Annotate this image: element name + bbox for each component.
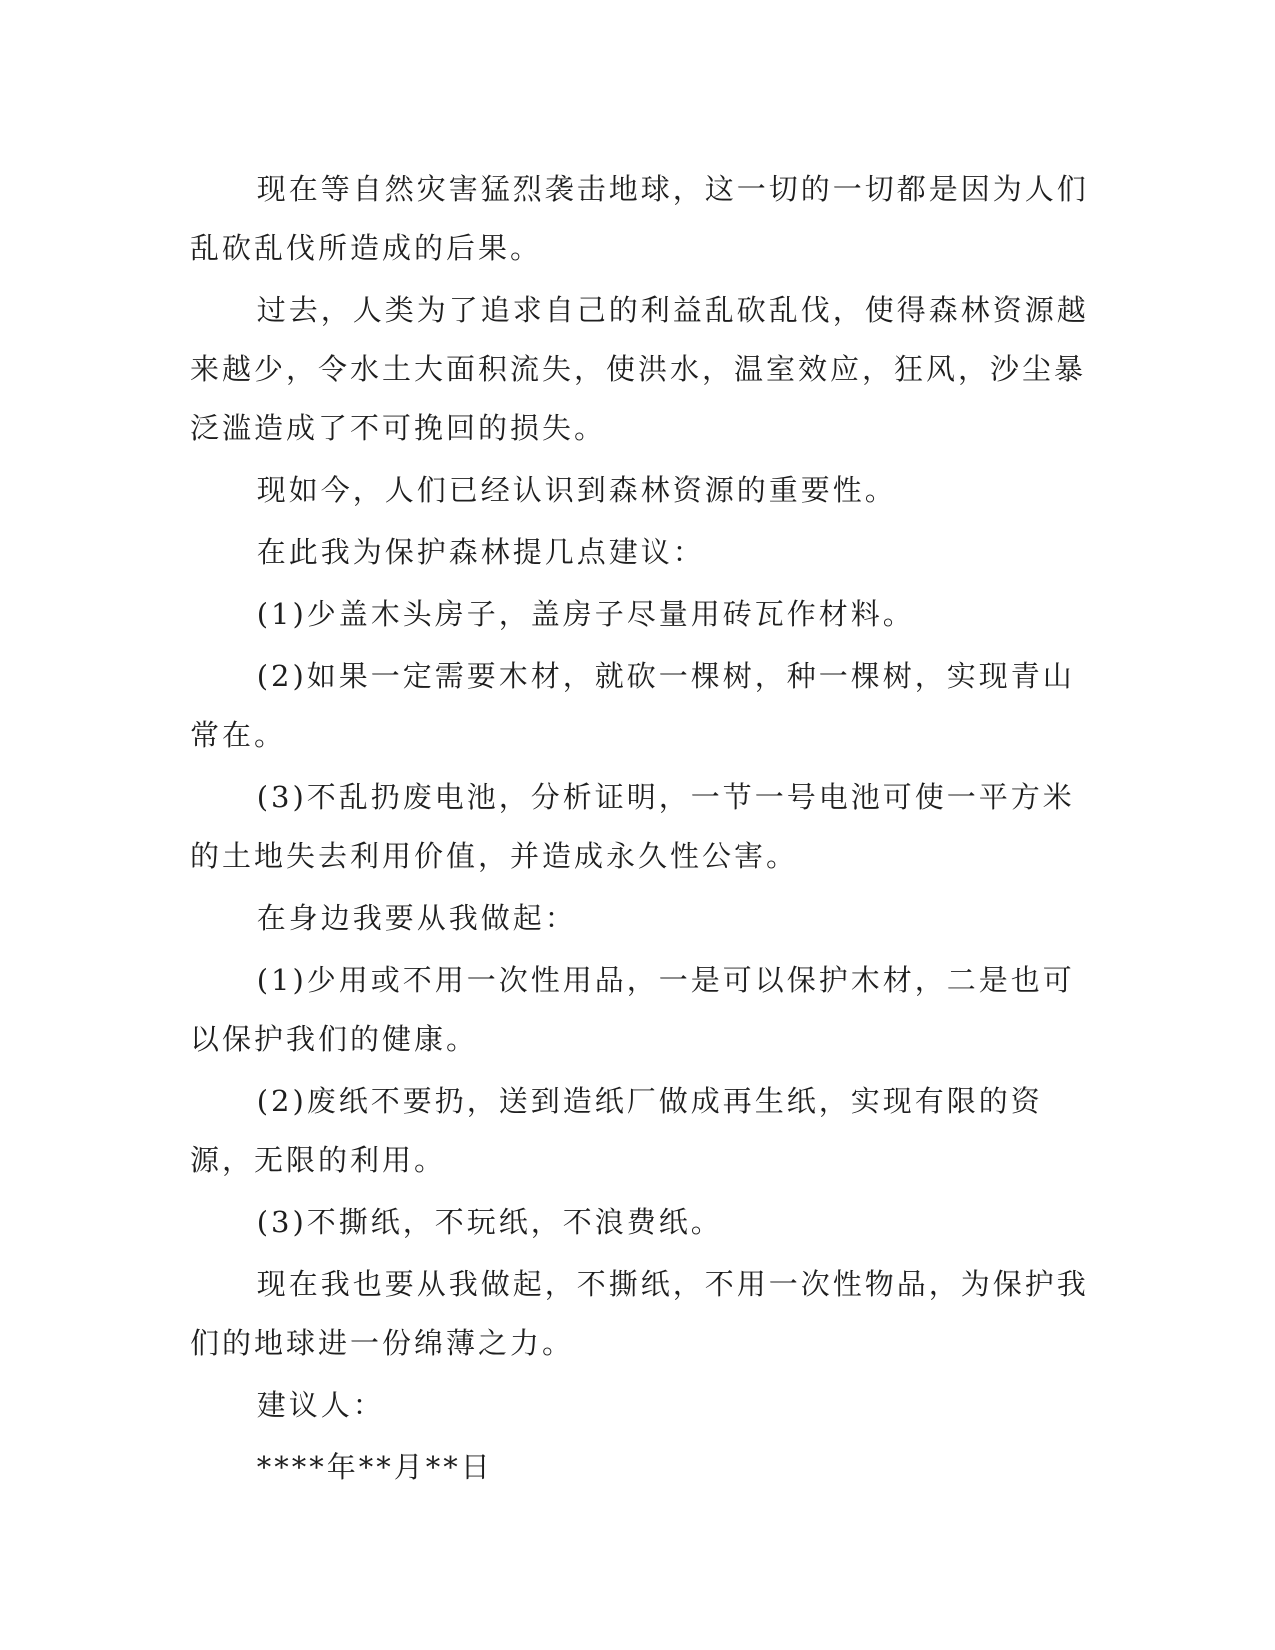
paragraph-text: ****年**月**日 (256, 1450, 493, 1484)
paragraph-text: (3)不乱扔废电池，分析证明，一节一号电池可使一平方米的土地失去利用价值，并造成永久性公害。 (190, 780, 1075, 873)
paragraph-text: 现如今，人们已经认识到森林资源的重要性。 (256, 473, 897, 507)
paragraph-intro (190, 160, 1090, 278)
paragraph-personal-heading (190, 889, 1090, 948)
personal-item-1 (190, 951, 1090, 1069)
signature-date (190, 1438, 1090, 1497)
paragraph-conclusion (190, 1255, 1090, 1373)
suggestion-item-1 (190, 585, 1090, 644)
paragraph-text: (1)少盖木头房子，盖房子尽量用砖瓦作材料。 (256, 597, 915, 631)
suggestion-item-2 (190, 647, 1090, 765)
paragraph-text: (3)不撕纸，不玩纸，不浪费纸。 (256, 1205, 723, 1239)
paragraph-suggestions-heading (190, 523, 1090, 582)
paragraph-text: (2)如果一定需要木材，就砍一棵树，种一棵树，实现青山常在。 (190, 659, 1075, 752)
paragraph-text: 在身边我要从我做起： (256, 901, 577, 935)
paragraph-now (190, 461, 1090, 520)
signature-proposer (190, 1376, 1090, 1435)
paragraph-text: 建议人： (256, 1388, 385, 1422)
paragraph-text: (2)废纸不要扔，送到造纸厂做成再生纸，实现有限的资源，无限的利用。 (190, 1084, 1043, 1177)
suggestion-item-3 (190, 768, 1090, 886)
paragraph-text: (1)少用或不用一次性用品，一是可以保护木材，二是也可以保护我们的健康。 (190, 963, 1075, 1056)
paragraph-text: 在此我为保护森林提几点建议： (256, 535, 705, 569)
paragraph-text: 现在等自然灾害猛烈袭击地球，这一切的一切都是因为人们乱砍乱伐所造成的后果。 (190, 172, 1089, 265)
paragraph-past (190, 281, 1090, 458)
paragraph-text: 过去，人类为了追求自己的利益乱砍乱伐，使得森林资源越来越少，令水土大面积流失，使洪水，温室效应，狂风，沙尘暴泛滥造成了不可挽回的损失。 (190, 293, 1089, 445)
document-body (190, 160, 1090, 1500)
personal-item-2 (190, 1072, 1090, 1190)
personal-item-3 (190, 1193, 1090, 1252)
paragraph-text: 现在我也要从我做起，不撕纸，不用一次性物品，为保护我们的地球进一份绵薄之力。 (190, 1267, 1089, 1360)
